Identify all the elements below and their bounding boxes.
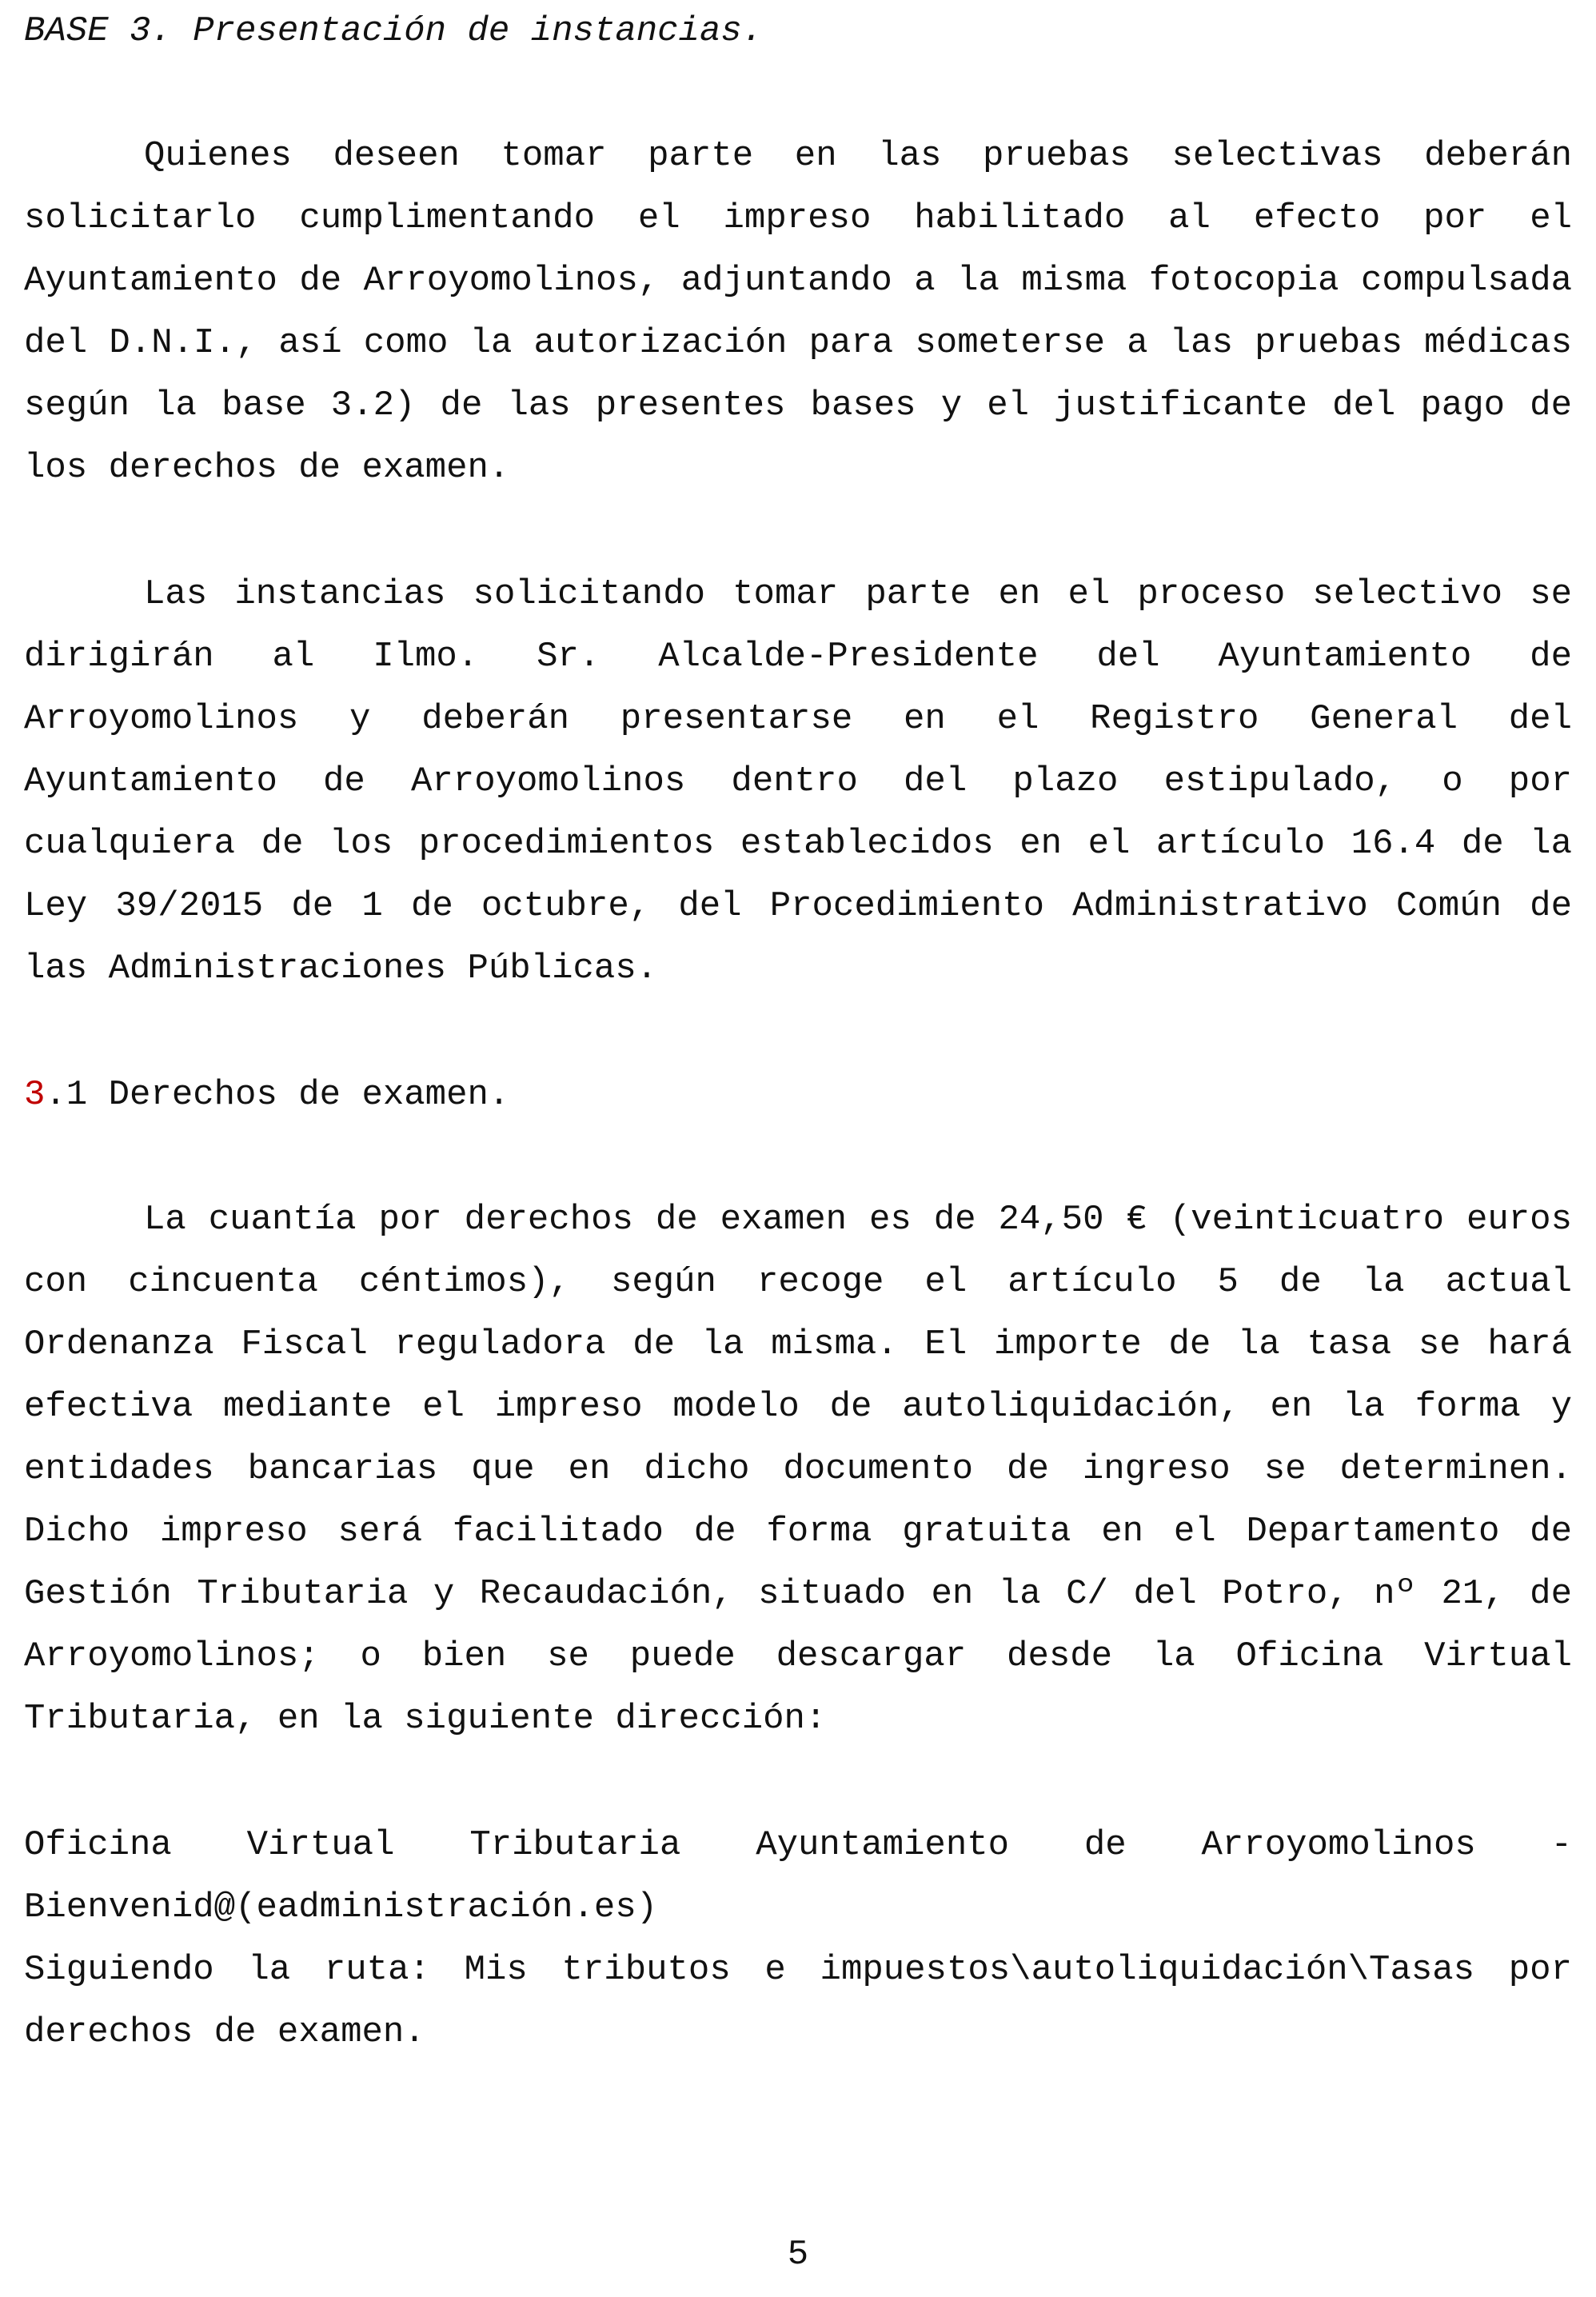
page-number: 5 [787, 2235, 809, 2275]
oficina-virtual-link[interactable]: Bienvenid@(eadministración.es) [24, 1888, 658, 1927]
subsection-title: .1 Derechos de examen. [45, 1075, 510, 1115]
paragraph-derechos-examen: La cuantía por derechos de examen es de 24,50 € (veinticuatro euros con cincuenta céntimos), según recoge el artículo 5 de la actual Ordenanza Fiscal reguladora de la misma. El importe de la tasa se hará efectiva mediante el impreso modelo de autoliquidación, en la forma y entidades bancarias que en dicho documento de ingreso se determinen. Dicho impreso será facilitado de forma gratuita en el Departamento de Gestión Tributaria y Recaudación, situado en la C/ del Potro, nº 21, de Arroyomolinos; o bien se puede descargar desde la Oficina Virtual Tributaria, en la siguiente dirección: [24, 1200, 1572, 1739]
subsection-number: 3 [24, 1075, 46, 1115]
paragraph-instancias: Las instancias solicitando tomar parte en el proceso selectivo se dirigirán al Ilmo. Sr. Alcalde-Presidente del Ayuntamiento de Arroyomolinos y deberán presentarse en el Registro General del Ayuntamiento de Arroyomolinos dentro del plazo estipulado, o por cualquiera de los procedimientos establecidos en el artículo 16.4 de la Ley 39/2015 de 1 de octubre, del Procedimiento Administrativo Común de las Administraciones Públicas. [24, 574, 1572, 989]
subsection-heading [24, 1064, 1572, 1126]
ruta-text: Siguiendo la ruta: Mis tributos e impuestos\autoliquidación\Tasas por derechos de examen. [24, 1950, 1572, 2052]
section-heading: BASE 3. Presentación de instancias. [24, 11, 764, 51]
oficina-virtual-line: Oficina Virtual Tributaria Ayuntamiento de Arroyomolinos - [24, 1825, 1572, 1865]
paragraph-solicitud: Quienes deseen tomar parte en las pruebas selectivas deberán solicitarlo cumplimentando el impreso habilitado al efecto por el Ayuntamiento de Arroyomolinos, adjuntando a la misma fotocopia compulsada del D.N.I., así como la autorización para someterse a las pruebas médicas según la base 3.2) de las presentes bases y el justificante del pago de los derechos de examen. [24, 136, 1572, 488]
oficina-virtual-block [24, 1814, 1572, 2063]
